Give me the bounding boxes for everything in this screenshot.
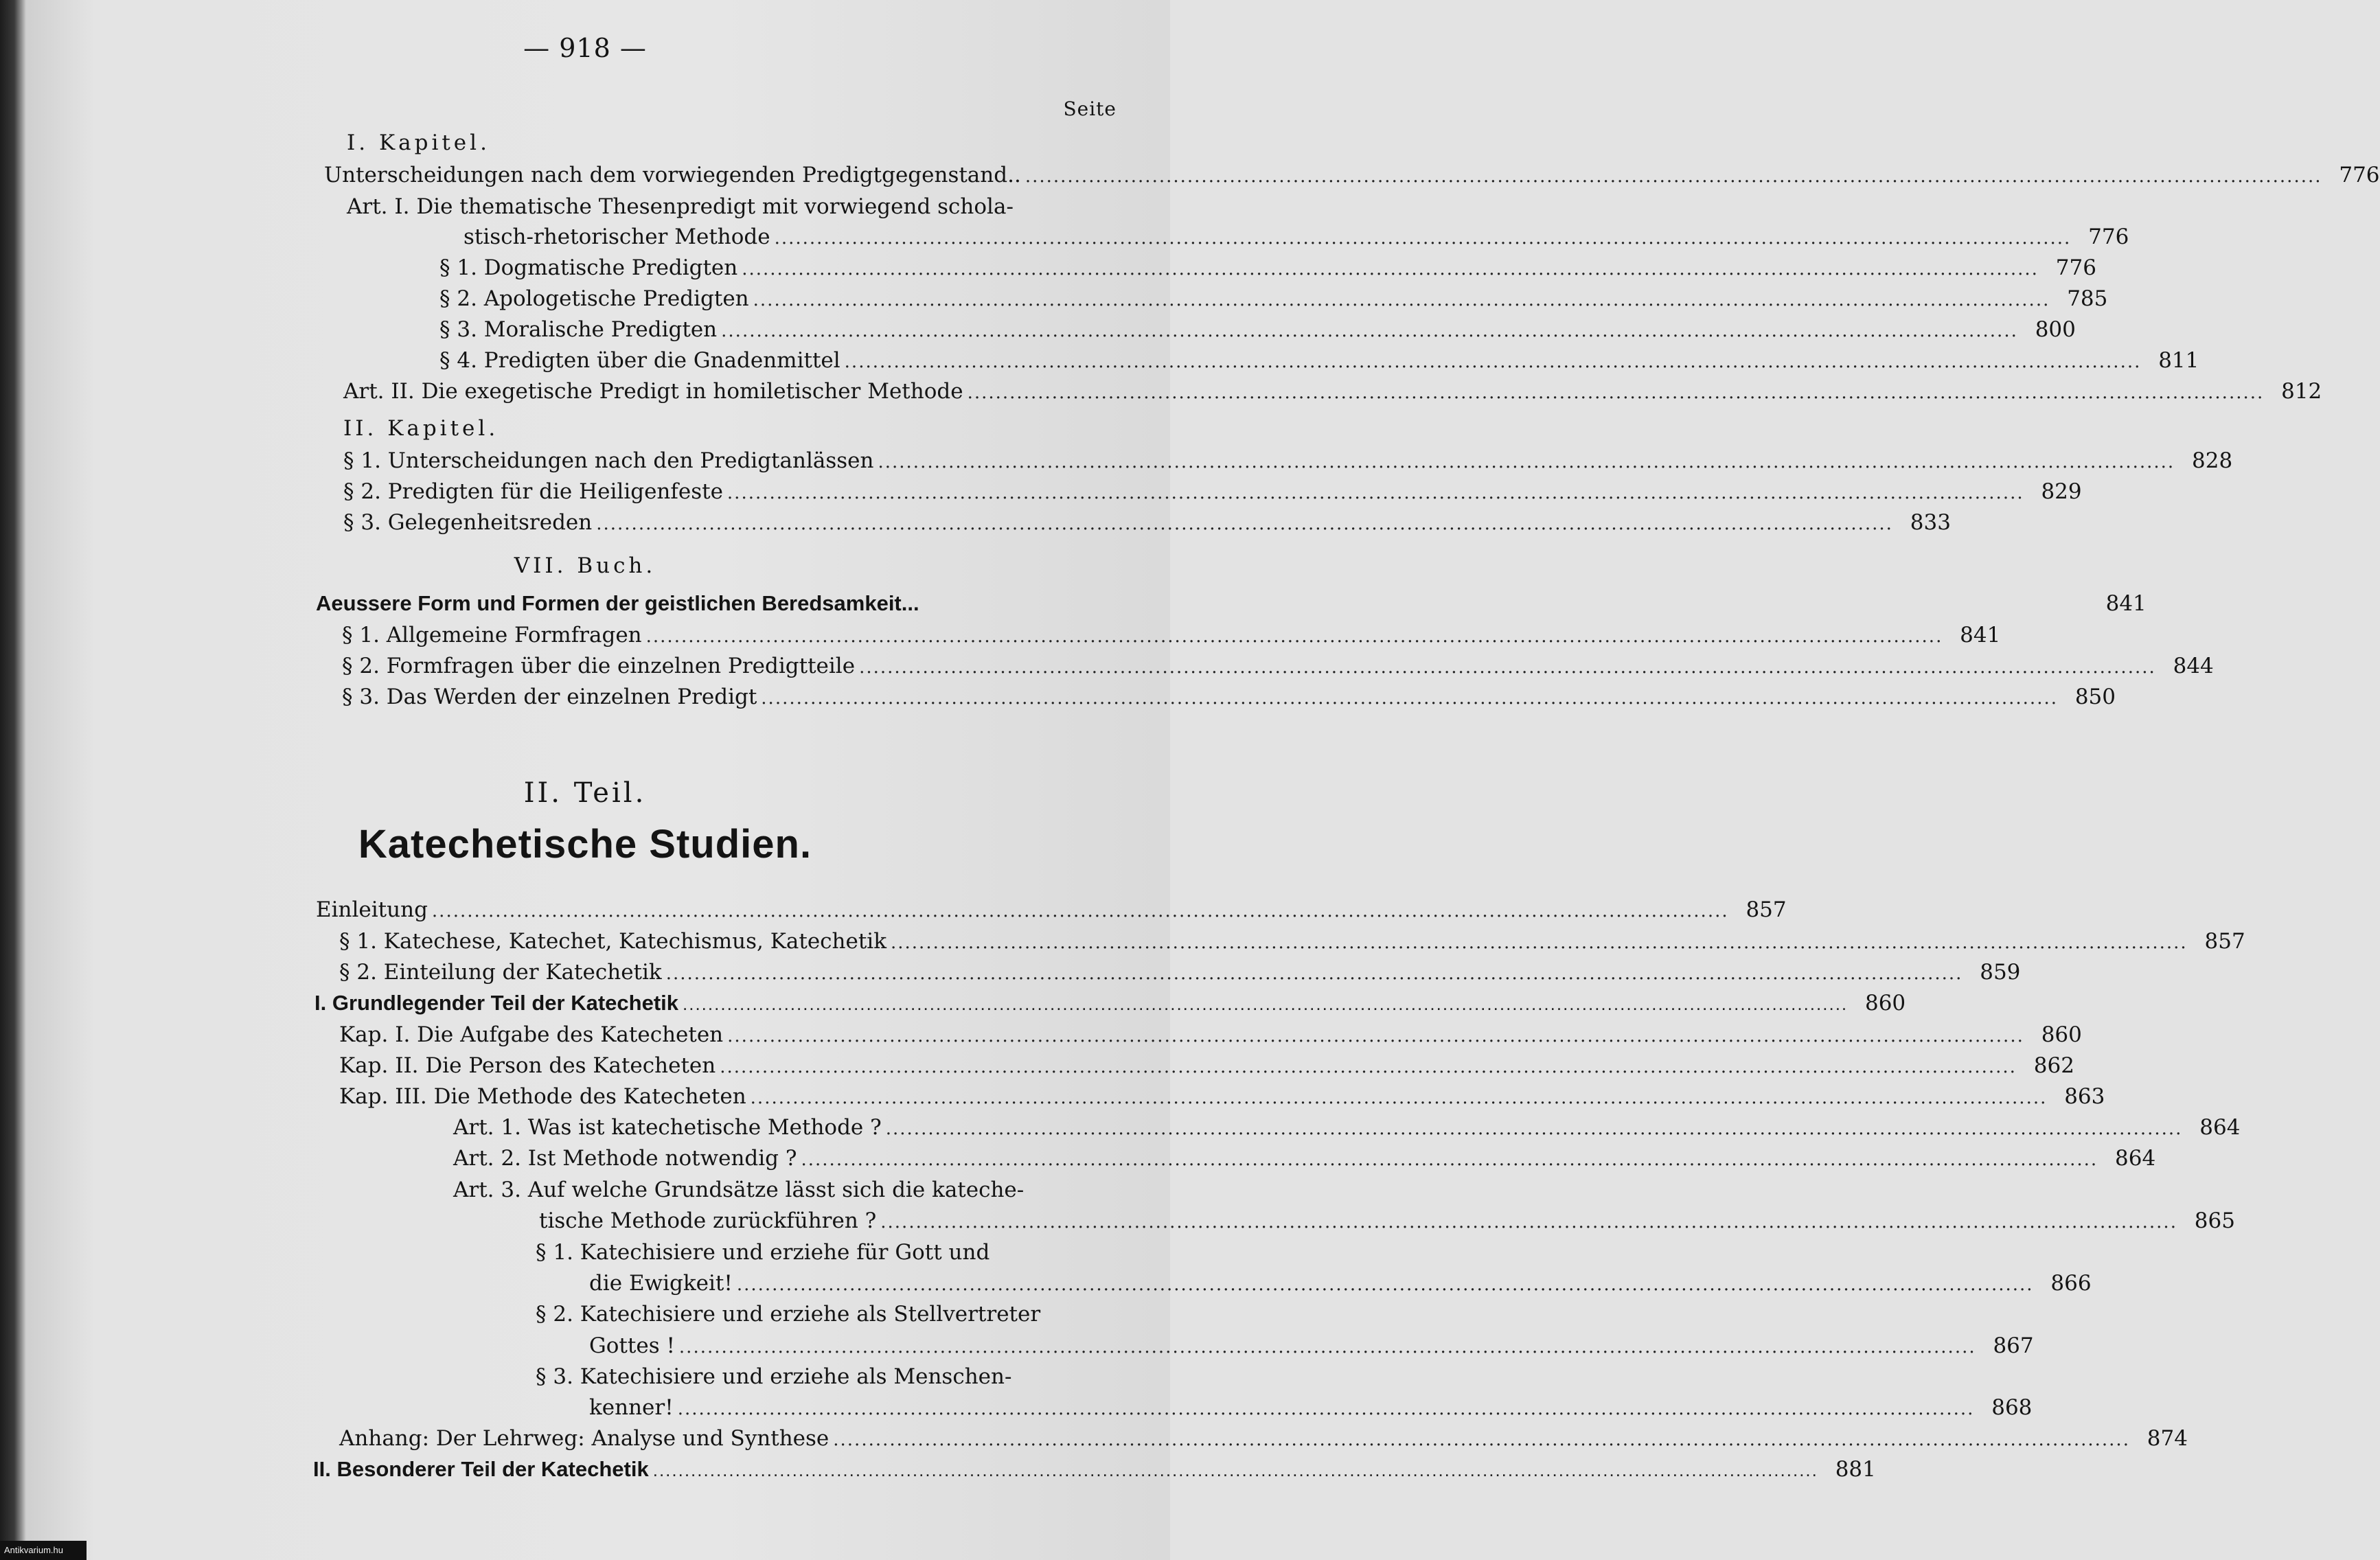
toc-row[interactable]: II. Besonderer Teil der Katechetik ........................................................................................................................................................................................ 881	[313, 1454, 1121, 1485]
page-ref: 776	[2055, 255, 2096, 280]
toc-row[interactable]: § 1. Unterscheidungen nach den Predigtanlässen ........................................................................................................................................................................................ 828	[343, 445, 1121, 477]
dot-leader: ........................................................................................................................................................................................	[774, 228, 2072, 249]
page-ref: 844	[2173, 654, 2214, 678]
watermark: Antikvarium.hu	[0, 1541, 87, 1560]
dot-leader: ........................................................................................................................................................................................	[878, 452, 2175, 472]
kapitel-heading-1: I. Kapitel.	[347, 130, 490, 155]
page-ref: 863	[2064, 1084, 2105, 1109]
dot-leader: ........................................................................................................................................................................................	[833, 1430, 2130, 1450]
teil-heading: II. Teil.	[523, 777, 647, 809]
page-ref: 868	[1991, 1395, 2033, 1420]
toc-row[interactable]: § 1. Dogmatische Predigten ........................................................................................................................................................................................ 776	[439, 252, 1121, 284]
toc-row[interactable]: I. Grundlegender Teil der Katechetik ........................................................................................................................................................................................ 860	[314, 987, 1121, 1019]
page-ref: 841	[2105, 591, 2147, 616]
page-ref: 866	[2050, 1271, 2092, 1296]
toc-row[interactable]: § 2. Einteilung der Katechetik ........................................................................................................................................................................................ 859	[339, 956, 1121, 988]
dot-leader: ........................................................................................................................................................................................	[726, 483, 2024, 503]
toc-row[interactable]: § 4. Predigten über die Gnadenmittel ........................................................................................................................................................................................ 811	[439, 345, 1121, 376]
page-ref: 860	[1864, 991, 1906, 1016]
dot-leader: ........................................................................................................................................................................................	[750, 1088, 2048, 1108]
toc-row[interactable]: Kap. I. Die Aufgabe des Katecheten ........................................................................................................................................................................................ 860	[339, 1019, 1121, 1051]
toc-row[interactable]: § 3. Moralische Predigten ........................................................................................................................................................................................ 800	[439, 314, 1121, 345]
toc-row[interactable]: Art. II. Die exegetische Predigt in homiletischer Methode ........................................................................................................................................................................................ 812	[343, 376, 1121, 407]
page-ref: 776	[2088, 225, 2129, 249]
toc-row[interactable]: § 2. Apologetische Predigten ........................................................................................................................................................................................ 785	[439, 283, 1121, 314]
toc-row: § 1. Katechisiere und erziehe für Gott und	[536, 1240, 990, 1265]
page-ref: 859	[1980, 960, 2021, 985]
page-ref: 785	[2067, 286, 2108, 311]
toc-row[interactable]: Kap. III. Die Methode des Katecheten ........................................................................................................................................................................................ 863	[339, 1081, 1121, 1112]
toc-row[interactable]: § 3. Gelegenheitsreden ........................................................................................................................................................................................ 833	[343, 507, 1121, 538]
dot-leader: ........................................................................................................................................................................................	[761, 688, 2058, 709]
dot-leader: ........................................................................................................................................................................................	[596, 514, 1893, 534]
page-ref: 857	[2204, 929, 2245, 954]
dot-leader: ........................................................................................................................................................................................	[753, 290, 2050, 310]
dot-leader: ........................................................................................................................................................................................	[727, 1026, 2024, 1046]
toc-row[interactable]: § 3. Das Werden der einzelnen Predigt ........................................................................................................................................................................................ 850	[342, 681, 1121, 713]
dot-leader: ........................................................................................................................................................................................	[880, 1212, 2177, 1232]
section-title: Katechetische Studien.	[358, 822, 812, 867]
kapitel-heading-2: II. Kapitel.	[343, 416, 499, 441]
toc-row[interactable]: kenner! ........................................................................................................................................................................................ 868	[589, 1392, 1121, 1423]
page-ref: 857	[1746, 897, 1787, 922]
page-ref: 812	[2281, 379, 2322, 404]
toc-row[interactable]: Gottes ! ........................................................................................................................................................................................ 867	[589, 1330, 1121, 1362]
page-ref: 865	[2194, 1208, 2235, 1233]
page-ref: 800	[2035, 317, 2076, 342]
toc-row[interactable]: § 1. Allgemeine Formfragen ........................................................................................................................................................................................ 841	[342, 619, 1121, 651]
page-ref: 864	[2115, 1146, 2156, 1171]
dot-leader: ........................................................................................................................................................................................	[736, 1274, 2034, 1295]
page-ref: 860	[2041, 1022, 2082, 1047]
dot-leader: ........................................................................................................................................................................................	[885, 1119, 2183, 1139]
dot-leader: ........................................................................................................................................................................................	[1025, 166, 2322, 187]
dot-leader: ........................................................................................................................................................................................	[677, 1399, 1975, 1419]
toc-row[interactable]: Art. 1. Was ist katechetische Methode ? ........................................................................................................................................................................................ 864	[453, 1112, 1121, 1143]
page-ref: 776	[2339, 163, 2380, 187]
dot-leader: ........................................................................................................................................................................................	[859, 657, 2156, 678]
page-ref: 862	[2033, 1053, 2074, 1078]
dot-leader: ........................................................................................................................................................................................	[652, 1460, 1818, 1480]
dot-leader: ........................................................................................................................................................................................	[645, 626, 1943, 647]
page-ref: 850	[2074, 685, 2116, 709]
dot-leader: ........................................................................................................................................................................................	[678, 1337, 1976, 1357]
page-ref: 829	[2041, 479, 2082, 504]
toc-row[interactable]: Kap. II. Die Person des Katecheten ........................................................................................................................................................................................ 862	[339, 1050, 1121, 1081]
page-ref: 881	[1835, 1457, 1876, 1482]
toc-row[interactable]: Aeussere Form und Formen der geistlichen Beredsamkeit... 841	[316, 588, 1121, 619]
toc-row[interactable]: die Ewigkeit! ........................................................................................................................................................................................ 866	[589, 1268, 1121, 1299]
dot-leader: ........................................................................................................................................................................................	[721, 321, 2018, 341]
dot-leader: ........................................................................................................................................................................................	[844, 352, 2142, 372]
dot-leader: ........................................................................................................................................................................................	[967, 382, 2265, 403]
toc-row: Art. I. Die thematische Thesenpredigt mit vorwiegend schola-	[347, 194, 1014, 219]
page-ref: 833	[1910, 510, 1951, 535]
page-ref: 874	[2147, 1426, 2188, 1451]
toc-row[interactable]: § 1. Katechese, Katechet, Katechismus, Katechetik ........................................................................................................................................................................................ 857	[339, 926, 1121, 957]
page-ref: 867	[1993, 1333, 2034, 1358]
page-number: — 918 —	[523, 33, 647, 63]
page-ref: 828	[2192, 448, 2233, 473]
dot-leader: ........................................................................................................................................................................................	[742, 259, 2039, 279]
toc-row[interactable]: Einleitung ........................................................................................................................................................................................ 857	[316, 894, 1121, 926]
toc-row: Art. 3. Auf welche Grundsätze lässt sich die kateche-	[453, 1178, 1025, 1202]
toc-row[interactable]: Unterscheidungen nach dem vorwiegenden Predigtgegenstand.. ........................................................................................................................................................................................ 776	[324, 159, 1121, 191]
toc-row[interactable]: § 2. Predigten für die Heiligenfeste ........................................................................................................................................................................................ 829	[343, 476, 1121, 507]
toc-row[interactable]: tische Methode zurückführen ? ........................................................................................................................................................................................ 865	[539, 1205, 1121, 1237]
dot-leader: ........................................................................................................................................................................................	[431, 901, 1729, 921]
page-ref: 841	[1960, 623, 2001, 647]
page-ref: 811	[2158, 348, 2199, 373]
dot-leader: ........................................................................................................................................................................................	[891, 932, 2188, 953]
toc-row: § 3. Katechisiere und erziehe als Menschen-	[536, 1364, 1012, 1389]
toc-row[interactable]: § 2. Formfragen über die einzelnen Predigtteile ........................................................................................................................................................................................ 844	[342, 650, 1121, 682]
toc-row[interactable]: stisch-rhetorischer Methode ........................................................................................................................................................................................ 776	[464, 221, 1121, 253]
dot-leader: ........................................................................................................................................................................................	[683, 994, 1849, 1014]
dot-leader: ........................................................................................................................................................................................	[665, 963, 1963, 984]
page-ref: 864	[2199, 1115, 2241, 1140]
dot-leader: ........................................................................................................................................................................................	[801, 1149, 2098, 1170]
seite-column-label: Seite	[1063, 98, 1117, 120]
dot-leader: ........................................................................................................................................................................................	[720, 1057, 2017, 1077]
toc-row: § 2. Katechisiere und erziehe als Stellvertreter	[536, 1302, 1041, 1327]
toc-row[interactable]: Art. 2. Ist Methode notwendig ? ........................................................................................................................................................................................ 864	[453, 1143, 1121, 1174]
buch-heading: VII. Buch.	[514, 553, 656, 578]
toc-row[interactable]: Anhang: Der Lehrweg: Analyse und Synthese ........................................................................................................................................................................................ 874	[339, 1423, 1121, 1454]
